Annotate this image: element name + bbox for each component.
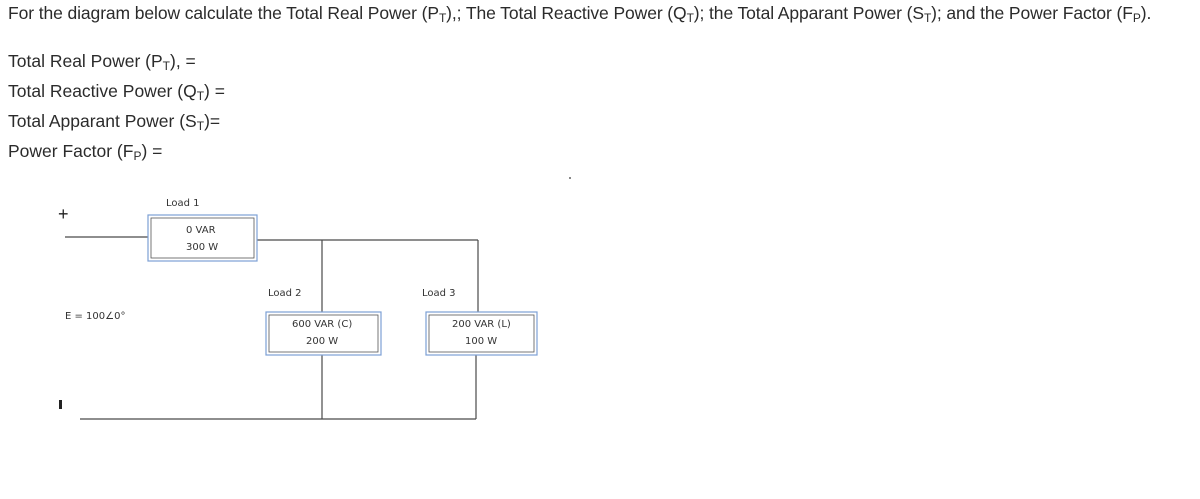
answer-total-apparent-power: Total Apparant Power $(S_T)=$: [8, 111, 221, 133]
load1-reactive: 0 VAR: [186, 225, 216, 236]
source-plus-terminal: +: [58, 204, 69, 224]
load1-box: [148, 215, 257, 261]
source-voltage-label: E = 100∠0°: [65, 311, 126, 322]
load2-reactive: 600 VAR (C): [292, 319, 353, 330]
answer-total-reactive-power: Total Reactive Power $(Q_T)$ =: [8, 81, 225, 103]
load3-name: Load 3: [422, 288, 456, 299]
question-text: For the diagram below calculate the Total Real Power $(P_T)$,; The Total Reactive Power $(Q_T)$; the Total Apparant Power $(S_T)$; and the Power Factor $(F_P)$.: [8, 3, 1152, 25]
load3-reactive: 200 VAR (L): [452, 319, 511, 330]
answer-power-factor: Power Factor $(F_P)$ =: [8, 141, 163, 163]
load2-real: 200 W: [306, 336, 339, 347]
load2-name: Load 2: [268, 288, 302, 299]
answer-total-real-power: Total Real Power $(P_T)$, =: [8, 51, 196, 73]
load1-name: Load 1: [166, 198, 200, 209]
source-minus-terminal: [59, 400, 62, 409]
load1-real: 300 W: [186, 242, 219, 253]
load3-real: 100 W: [465, 336, 498, 347]
